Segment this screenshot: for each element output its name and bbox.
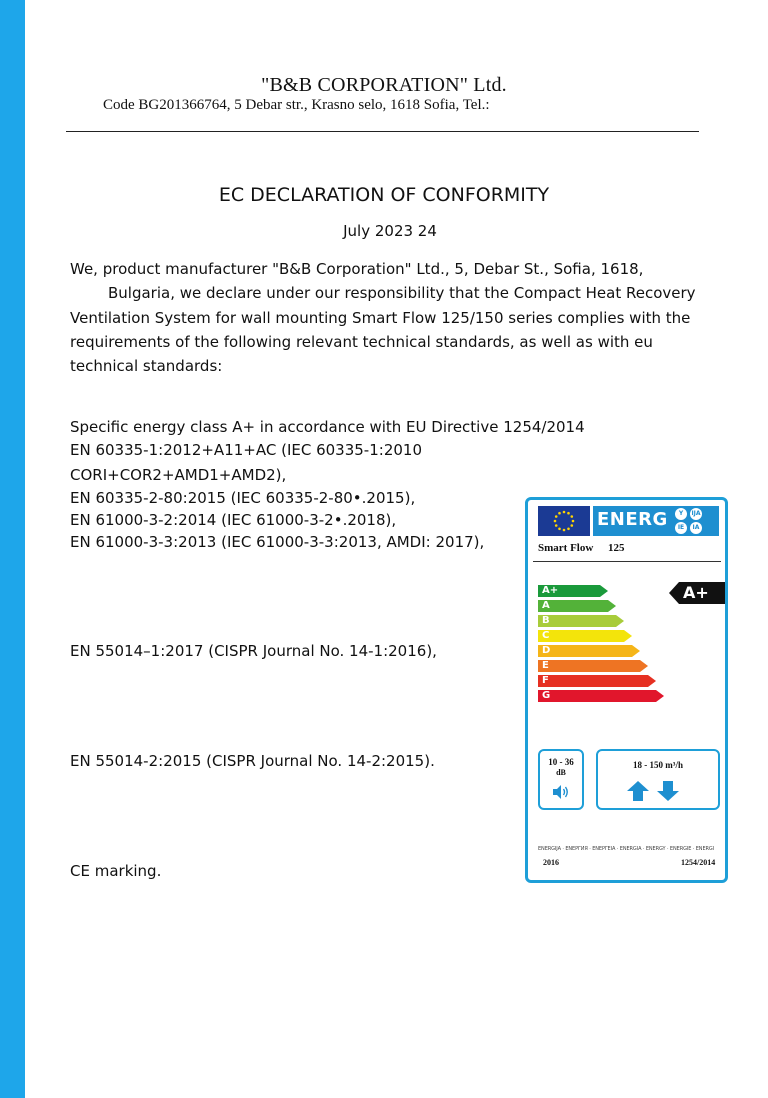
speaker-icon (552, 784, 572, 804)
energy-class-arrow (538, 615, 624, 627)
energy-class-arrow (538, 690, 664, 702)
energy-class-label: A (542, 600, 550, 611)
label-footer-year: 2016 (543, 858, 559, 867)
energy-class-label: C (542, 630, 550, 641)
energy-rating-value: A+ (683, 583, 709, 602)
standard-item: EN 61000-3-2:2014 (IEC 61000-3-2•.2018), (70, 511, 397, 529)
energy-label-header (538, 506, 718, 534)
noise-value: 10 - 36 (548, 757, 574, 767)
energy-class-label: E (542, 660, 549, 671)
standard-item: EN 60335-1:2012+A11+AC (IEC 60335-1:2010 (70, 441, 422, 459)
energy-class-arrow (538, 645, 640, 657)
energy-class-arrow (538, 630, 632, 642)
product-name: Smart Flow (538, 542, 594, 554)
energy-class-label: D (542, 645, 551, 656)
standard-item: CE marking. (70, 862, 162, 880)
eu-flag-icon (538, 506, 590, 536)
energy-class-arrow (538, 675, 656, 687)
noise-box (538, 749, 584, 810)
product-model: 125 (608, 542, 625, 554)
energy-class-label: B (542, 615, 550, 626)
side-accent-bar (0, 0, 25, 1098)
airflow-value: 18 - 150 m³/h (633, 760, 683, 770)
paragraph-line: technical standards: (70, 357, 223, 375)
language-bubble: IJA (690, 508, 702, 520)
energy-class-label: A+ (542, 585, 559, 596)
standard-item: EN 55014–1:2017 (CISPR Journal No. 14-1:2016), (70, 642, 437, 660)
noise-unit: dB (556, 768, 566, 777)
energy-class-label: F (542, 675, 549, 686)
standard-item: EN 61000-3-3:2013 (IEC 61000-3-3:2013, AMDI: 2017), (70, 533, 485, 551)
energy-class-arrow (538, 660, 648, 672)
label-footer-languages: ENERGIJA · ENEPΓИЯ · ΕΝΕΡΓΕΙΑ · ENERGIA · ENERGY · ENERGIE · ENERGI (538, 846, 715, 852)
standard-item: CORI+COR2+AMD1+AMD2), (70, 466, 287, 484)
language-bubble: Y (675, 508, 687, 520)
standard-item: EN 60335-2-80:2015 (IEC 60335-2-80•.2015), (70, 489, 416, 507)
energy-label (525, 497, 728, 883)
energ-logo (593, 506, 719, 536)
paragraph-line: Ventilation System for wall mounting Smart Flow 125/150 series complies with the (70, 309, 691, 327)
document-date: July 2023 24 (343, 222, 437, 240)
paragraph-line: Bulgaria, we declare under our responsibility that the Compact Heat Recovery (108, 284, 696, 302)
document-title: EC DECLARATION OF CONFORMITY (218, 184, 550, 206)
header-divider (66, 131, 699, 132)
airflow-box (596, 749, 720, 810)
company-address: Code BG201366764, 5 Debar str., Krasno selo, 1618 Sofia, Tel.: (103, 97, 490, 113)
label-divider (533, 561, 721, 562)
energy-class-arrow (538, 585, 608, 597)
product-identifier (538, 542, 625, 554)
energy-rating-arrow (669, 582, 725, 604)
language-bubble: IA (690, 522, 702, 534)
standard-item: Specific energy class A+ in accordance with EU Directive 1254/2014 (70, 418, 585, 436)
standard-item: EN 55014-2:2015 (CISPR Journal No. 14-2:2015). (70, 752, 435, 770)
energy-class-label: G (542, 690, 551, 701)
energ-logo-text: ENERG (597, 509, 668, 530)
paragraph-line: requirements of the following relevant technical standards, as well as with eu (70, 333, 653, 351)
paragraph-line: We, product manufacturer "B&B Corporation" Ltd., 5, Debar St., Sofia, 1618, (70, 260, 644, 278)
energy-class-arrow (538, 600, 616, 612)
language-bubble: IE (675, 522, 687, 534)
airflow-arrows-icon (626, 780, 686, 806)
company-name: "B&B CORPORATION" Ltd. (261, 74, 507, 96)
label-footer-regulation: 1254/2014 (681, 858, 716, 867)
